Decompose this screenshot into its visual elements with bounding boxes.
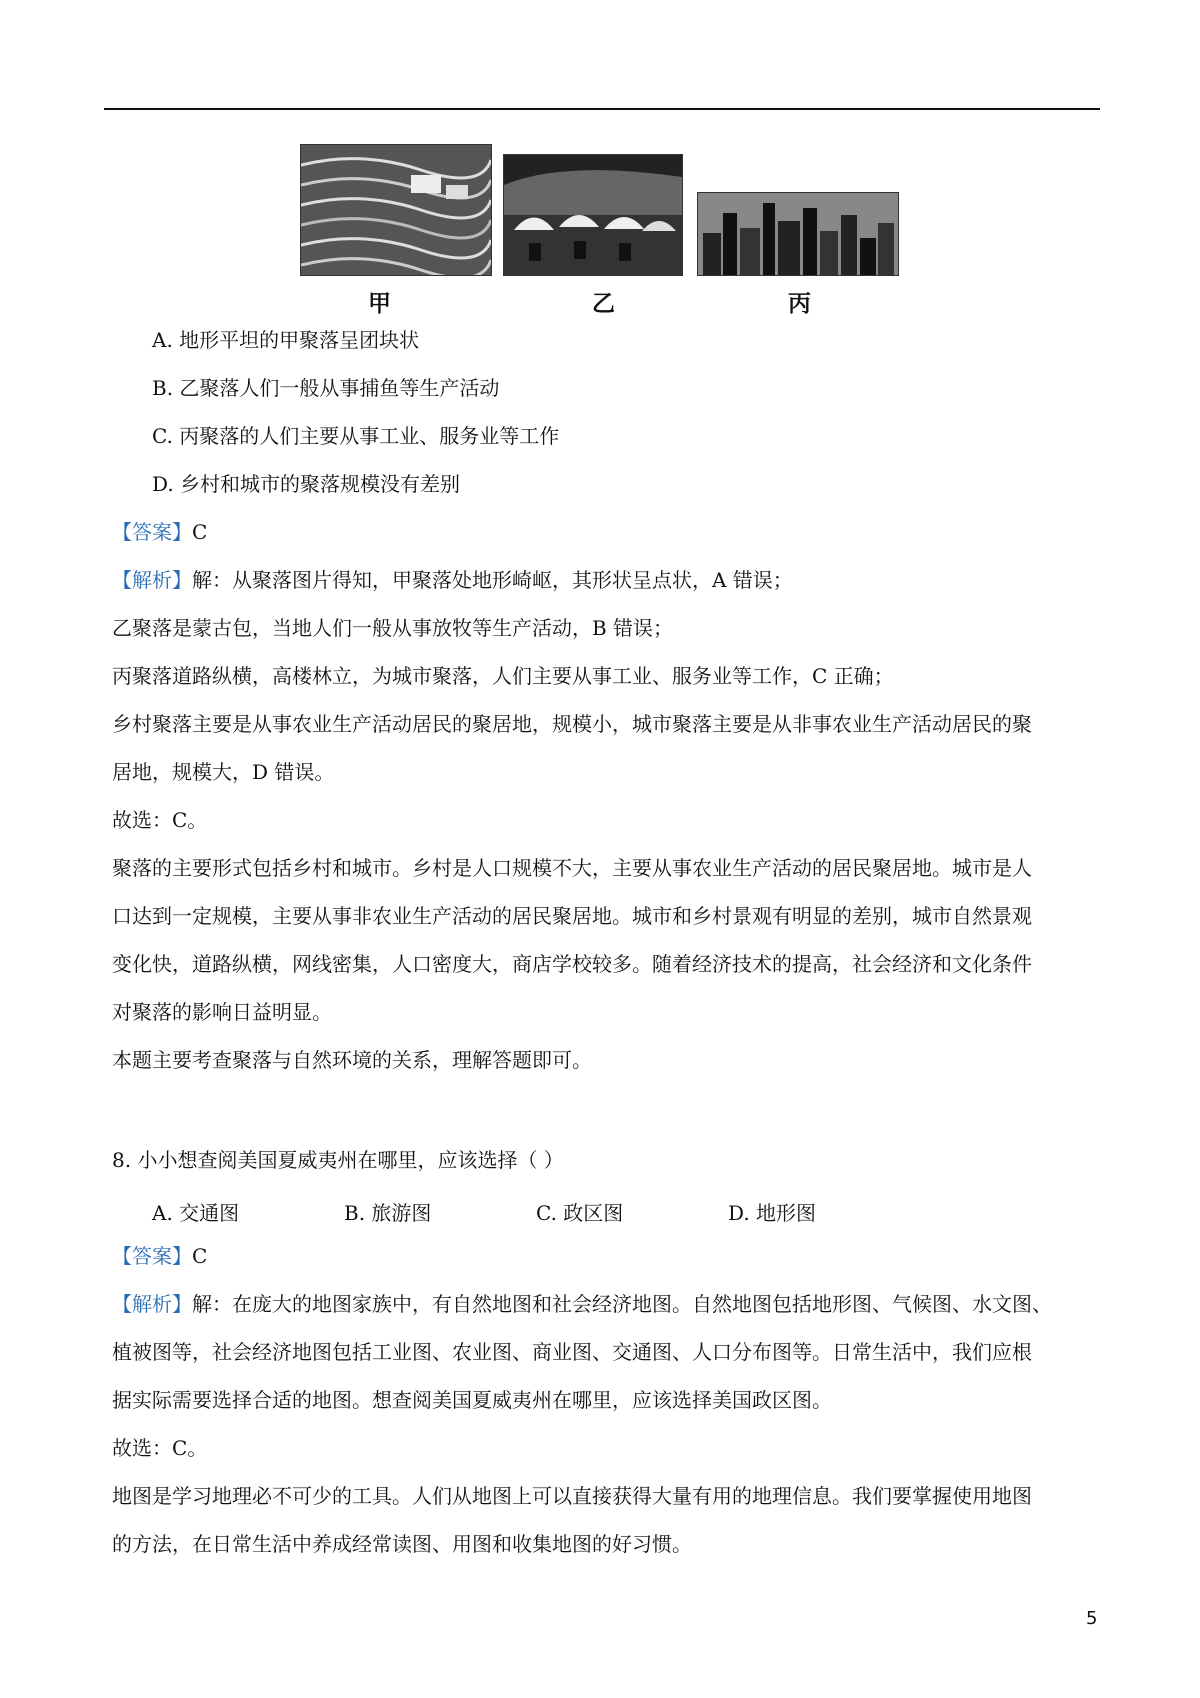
q8-analysis-tag: 【解析】 [112, 1292, 192, 1316]
q8-answer [112, 1244, 207, 1268]
q8-choice-d: D. 地形图 [728, 1201, 817, 1225]
figure-label-bing: 丙 [788, 291, 811, 317]
q7-analysis-first [112, 568, 793, 592]
q8-answer-tag: 【答案】 [112, 1244, 192, 1268]
q7-analysis-line: 口达到一定规模，主要从事非农业生产活动的居民聚居地。城市和乡村景观有明显的差别，城市自然景观 [112, 904, 1032, 928]
header-rule [104, 108, 1100, 110]
q7-analysis-line: 聚落的主要形式包括乡村和城市。乡村是人口规模不大，主要从事农业生产活动的居民聚居地。城市是人 [112, 856, 1032, 880]
q8-choice-b: B. 旅游图 [344, 1201, 432, 1225]
q8-answer-value: C [192, 1244, 208, 1268]
q7-analysis-line: 乡村聚落主要是从事农业生产活动居民的聚居地，规模小，城市聚落主要是从非事农业生产活动居民的聚 [112, 712, 1032, 736]
q8-analysis-line: 故选：C。 [112, 1436, 208, 1460]
q7-option-d: D. 乡村和城市的聚落规模没有差别 [152, 472, 461, 496]
q7-option-a: A. 地形平坦的甲聚落呈团块状 [152, 328, 420, 352]
q8-analysis-line: 解：在庞大的地图家族中，有自然地图和社会经济地图。自然地图包括地形图、气候图、水文图、 [192, 1292, 1052, 1316]
q7-analysis-line: 故选：C。 [112, 808, 208, 832]
q7-answer [112, 520, 207, 544]
q7-analysis-line: 居地，规模大，D 错误。 [112, 760, 335, 784]
q7-analysis-line: 丙聚落道路纵横，高楼林立，为城市聚落，人们主要从事工业、服务业等工作，C 正确； [112, 664, 894, 688]
q8-analysis-line: 地图是学习地理必不可少的工具。人们从地图上可以直接获得大量有用的地理信息。我们要掌握使用地图 [112, 1484, 1032, 1508]
q8-choice-a: A. 交通图 [152, 1201, 240, 1225]
q7-analysis-line: 解：从聚落图片得知，甲聚落处地形崎岖，其形状呈点状，A 错误； [192, 568, 793, 592]
photo-city-skyline [697, 192, 899, 276]
q8-choice-c: C. 政区图 [536, 1201, 624, 1225]
q7-option-b: B. 乙聚落人们一般从事捕鱼等生产活动 [152, 376, 500, 400]
q7-answer-tag: 【答案】 [112, 520, 192, 544]
q7-analysis-tag: 【解析】 [112, 568, 192, 592]
photo-yurts [503, 154, 683, 276]
settlement-figure [300, 140, 900, 320]
q8-analysis-first [112, 1292, 1052, 1316]
q7-answer-value: C [192, 520, 208, 544]
q8-analysis-line: 据实际需要选择合适的地图。想查阅美国夏威夷州在哪里，应该选择美国政区图。 [112, 1388, 832, 1412]
figure-label-yi: 乙 [592, 291, 615, 317]
photo-terraced-fields [300, 144, 492, 276]
page-number: 5 [1086, 1608, 1098, 1629]
q7-analysis-line: 本题主要考查聚落与自然环境的关系，理解答题即可。 [112, 1048, 592, 1072]
figure-label-jia: 甲 [368, 291, 391, 317]
q8-stem: 8. 小小想查阅美国夏威夷州在哪里，应该选择（ ） [112, 1148, 564, 1172]
q7-analysis-line: 乙聚落是蒙古包，当地人们一般从事放牧等生产活动，B 错误； [112, 616, 674, 640]
q7-analysis-line: 对聚落的影响日益明显。 [112, 1000, 332, 1024]
q7-option-c: C. 丙聚落的人们主要从事工业、服务业等工作 [152, 424, 560, 448]
q8-analysis-line: 植被图等，社会经济地图包括工业图、农业图、商业图、交通图、人口分布图等。日常生活中，我们应根 [112, 1340, 1032, 1364]
q7-analysis-line: 变化快，道路纵横，网线密集，人口密度大，商店学校较多。随着经济技术的提高，社会经济和文化条件 [112, 952, 1032, 976]
q8-choices [152, 1197, 852, 1227]
q8-analysis-line: 的方法，在日常生活中养成经常读图、用图和收集地图的好习惯。 [112, 1532, 692, 1556]
